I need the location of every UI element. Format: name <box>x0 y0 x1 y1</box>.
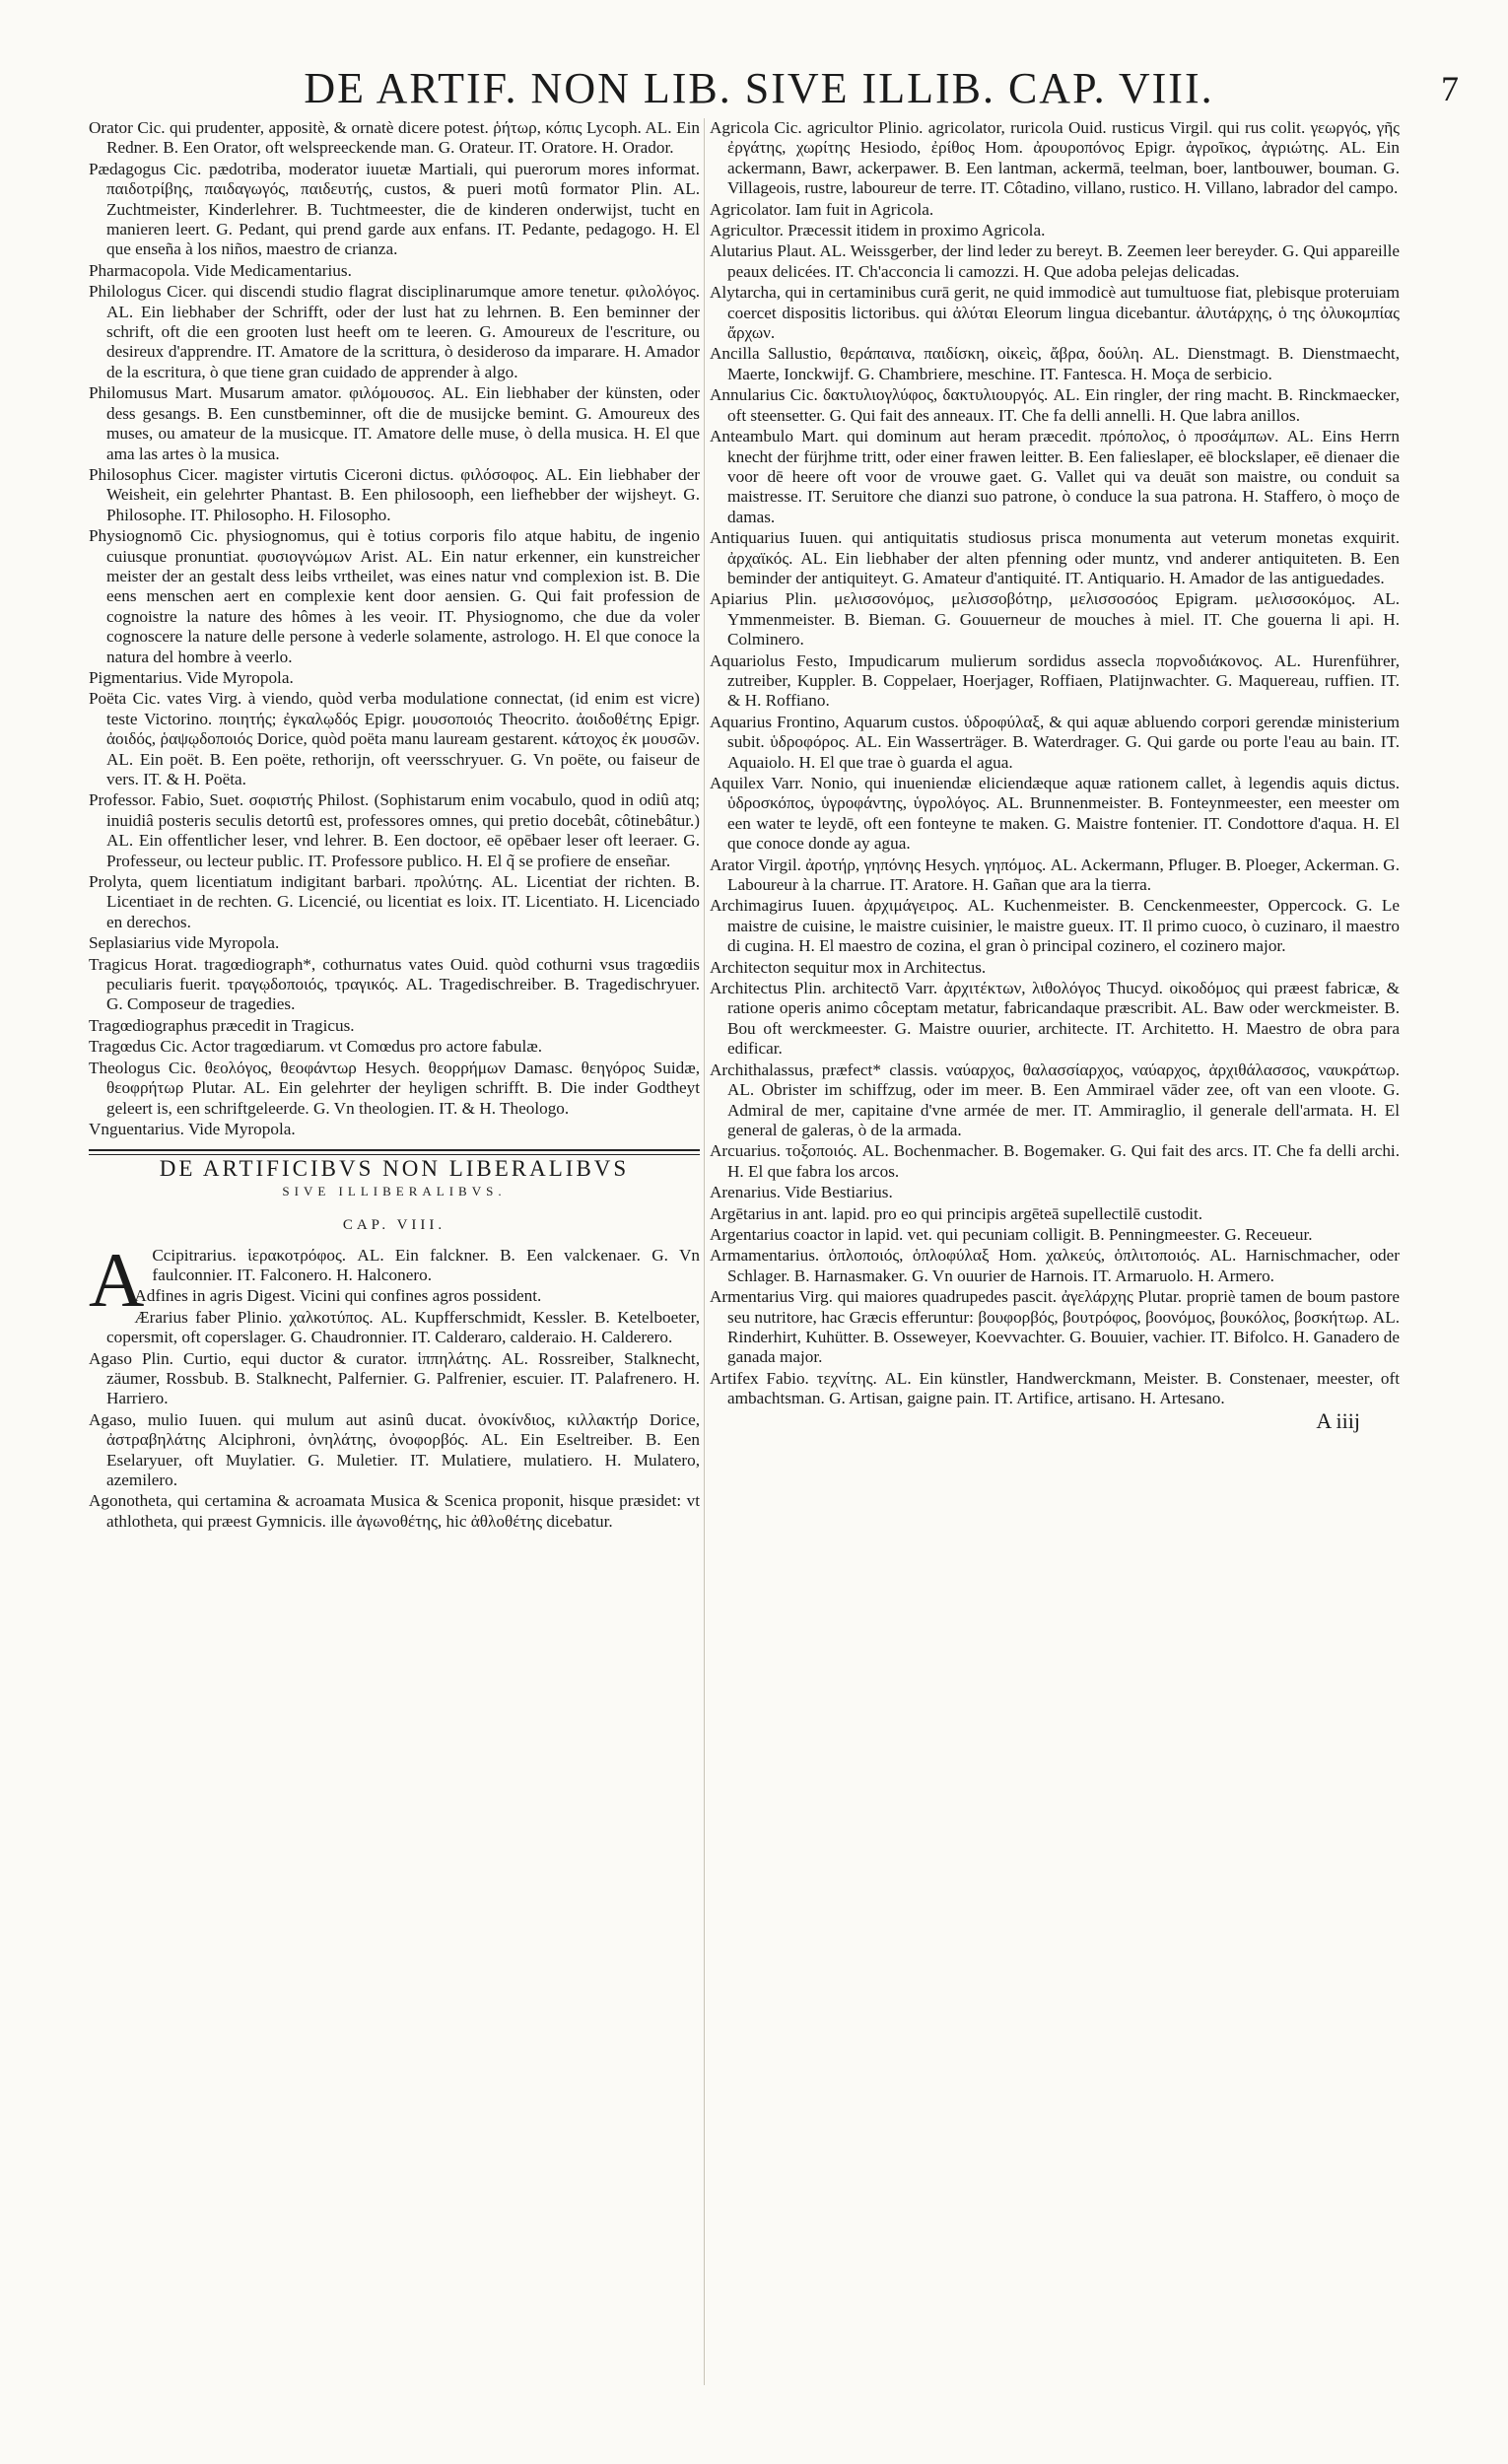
dictionary-entry <box>89 1037 700 1057</box>
dictionary-entry <box>89 1016 700 1036</box>
entry-text: Agaso, mulio Iuuen. qui mulum aut asinû ducat. ὀνοκίνδιος, κιλλακτήρ Dorice, ἀστραβηλάτης Alciphroni, ὀνηλάτης, ὀνοφορβός. AL. Ein Eseltreiber. B. Een Eselaryuer, oft Muylatier. G. Muletier. IT. Mulatiere, mulatiero. H. Mulatero, azemilero. <box>89 1409 700 1489</box>
entry-text: Alutarius Plaut. AL. Weissgerber, der lind leder zu bereyt. B. Zeemen leer bereyder. G. Qui appareille peaux delicées. IT. Ch'acconcia li camozzi. H. Que adoba pelejas delicadas. <box>710 241 1400 281</box>
dictionary-entry <box>710 200 1400 220</box>
entry-text: Theologus Cic. θεολόγος, θεοφάντωρ Hesych. θεορρήμων Damasc. θεηγόρος Suidæ, θεοφρήτωρ Plutar. AL. Ein gelehrter der heyligen schrifft. B. Die inder Godtheyt geleert is, een schriftgeleerde. G. Vn theologien. IT. & H. Theologo. <box>89 1058 700 1118</box>
dictionary-entry <box>710 427 1400 527</box>
entry-text: Pædagogus Cic. pædotriba, moderator iuuetæ Martiali, qui puerorum mores informat. παιδοτρίβης, παιδαγωγός, παιδευτής, custos, & pueri motû formator Plin. AL. Zuchtmeister, Kinderlehrer. B. Tuchtmeester, die de kinderen onderwijst, tucht en manieren leert. G. Pedant, qui prend garde aux enfans. IT. Pedante, pedagogo. H. El que enseña à los niños, maestro de crianza. <box>89 159 700 259</box>
dictionary-entry <box>710 589 1400 650</box>
left-entries <box>89 118 700 1139</box>
dictionary-entry <box>710 774 1400 855</box>
entry-text: Ærarius faber Plinio. χαλκοτύπος. AL. Kupfferschmidt, Kessler. B. Ketelboeter, copersmit, oft coperslager. G. Chaudronnier. IT. Calderaro, calderaio. H. Calderero. <box>106 1307 700 1347</box>
dictionary-entry <box>710 958 1400 978</box>
section-title: DE ARTIFICIBVS NON LIBERALIBVS <box>159 1156 630 1182</box>
dictionary-entry <box>89 1491 700 1532</box>
section-rule <box>89 1149 700 1155</box>
dictionary-entry <box>89 1120 700 1139</box>
dictionary-entry <box>89 689 700 789</box>
entry-text: Architecton sequitur mox in Architectus. <box>710 957 987 977</box>
dictionary-entry <box>89 526 700 667</box>
dictionary-entry <box>710 1287 1400 1368</box>
entry-text: Arator Virgil. ἀροτήρ, γηπόνης Hesych. γηπόμος. AL. Ackermann, Pfluger. B. Ploeger, Ackerman. G. Laboureur à la charrue. IT. Aratore. H. Gañan que ara la tierra. <box>710 855 1400 895</box>
entry-text: Arenarius. Vide Bestiarius. <box>710 1183 893 1202</box>
entry-text: Orator Cic. qui prudenter, appositè, & ornatè dicere potest. ῥήτωρ, κόπις Lycoph. AL. Ein Redner. B. Een Orator, oft welspreeckende man. G. Orateur. IT. Oratore. H. Orador. <box>89 118 700 158</box>
entry-text: Annularius Cic. δακτυλιογλύφος, δακτυλιουργός. AL. Ein ringler, der ring macht. B. Rinckmaecker, oft steensetter. G. Qui fait des anneaux. IT. Che fa delli annelli. H. Que labra anillos. <box>710 385 1400 425</box>
entry-text: Tragicus Horat. tragœdiograph*, cothurnatus vates Ouid. quòd cothurni vsus tragœdiis peculiaris fuerit. τραγῳδοποιός, τραγικός. AL. Tragedischreiber. B. Tragedischryuer. G. Composeur de tragedies. <box>89 954 700 1014</box>
entry-text: Professor. Fabio, Suet. σοφιστής Philost. (Sophistarum enim vocabulo, quod in odiû atq; inuidiâ posteris seculis detortû est, professores omnes, qui pretio docebât, côtinebâtur.) AL. Ein offentlicher leser, vnd lehrer. B. Een doctoor, eē opēbaer leser oft leeraer. G. Professeur, ou lecteur public. IT. Professore publico. H. El q̃ se profiere de enseñar. <box>89 790 700 870</box>
drop-cap: A <box>89 1236 145 1323</box>
entry-text: Armamentarius. ὁπλοποιός, ὁπλοφύλαξ Hom. χαλκεύς, ὁπλιτοποιός. AL. Harnischmacher, oder Schlager. B. Harnasmaker. G. Vn ouurier de Harnois. IT. Armaruolo. H. Armero. <box>710 1246 1400 1285</box>
dictionary-entry <box>710 241 1400 282</box>
dictionary-entry <box>89 933 700 953</box>
dictionary-entry <box>89 261 700 281</box>
entry-text: Ancilla Sallustio, θεράπαινα, παιδίσκη, οἰκεὶς, ἄβρα, δούλη. AL. Dienstmagt. B. Dienstmaecht, Maerte, Ionckwijf. G. Chambriere, meschine. IT. Fantesca. H. Moça de serbicio. <box>710 344 1400 383</box>
entry-text: Aquarius Frontino, Aquarum custos. ὑδροφύλαξ, & qui aquæ abluendo corpori gerendæ ministerium subit. ὑδροφόρος. AL. Ein Wasserträger. B. Waterdrager. G. Qui garde ou porte l'eau au bain. IT. Aquaiolo. H. El que trae ò guarda el agua. <box>710 712 1400 772</box>
dictionary-entry <box>89 1059 700 1119</box>
dictionary-entry <box>89 668 700 688</box>
entry-text: Prolyta, quem licentiatum indigitant barbari. προλύτης. AL. Licentiat der richten. B. Licentiaet in de rechten. G. Licencié, ou licentiat es loix. IT. Licentiato. H. Licenciado en derechos. <box>89 872 700 931</box>
entry-text: Philomusus Mart. Musarum amator. φιλόμουσος. AL. Ein liebhaber der künsten, oder dess gesangs. B. Een cunstbeminner, oft die de musijcke bemint. G. Amoureux des muses, ou amateur de la musicque. IT. Amatore delle muse, ò della musica. H. El que ama las artes ò la musica. <box>89 383 700 463</box>
dictionary-entry <box>710 1141 1400 1182</box>
entry-text: Tragœdus Cic. Actor tragœdiarum. vt Comœdus pro actore fabulæ. <box>89 1037 543 1057</box>
dictionary-entry <box>89 118 700 159</box>
dictionary-entry <box>89 1286 700 1306</box>
page-number: 7 <box>1441 69 1459 108</box>
entry-text: Poëta Cic. vates Virg. à viendo, quòd verba modulatione connectat, (id enim est vicre) teste Victorino. ποιητής; ἐγκαλῳδός Epigr. μουσοποιός Theocrito. ἀοιδοθέτης Epigr. ἀοιδός, ῥαψῳδοποιός Dorice, quòd poëta manu lauream gestarent. κάτοχος ἐκ μουσῶν. AL. Ein poët. B. Een poëte, rethorijn, oft veersschryuer. G. Vn poëte, ou faiseur de vers. IT. & H. Poëta. <box>89 689 700 788</box>
dictionary-entry <box>710 979 1400 1060</box>
entry-text: Argentarius coactor in lapid. vet. qui pecuniam colligit. B. Penningmeester. G. Receueur. <box>710 1224 1313 1244</box>
dictionary-entry <box>89 872 700 932</box>
dictionary-entry <box>89 1308 700 1348</box>
entry-text: Tragœdiographus præcedit in Tragicus. <box>89 1015 355 1035</box>
entry-text: Agricolator. Iam fuit in Agricola. <box>710 199 934 219</box>
entry-text: Aquilex Varr. Nonio, qui inueniendæ eliciendæque aquæ rationem callet, à legendis aquis dictus. ὑδροσκόπος, ὑγροφάντης, ὑγρολόγος. AL. Brunnenmeister. B. Fonteynmeester, een meester om een water te leydē, oft een fonteyne te maken. G. Maistre fontenier. IT. Condottore d'aqua. H. El que conoce donde ay agua. <box>710 774 1400 854</box>
left-column <box>89 118 700 2415</box>
dictionary-entry <box>89 1349 700 1409</box>
dictionary-entry <box>89 160 700 260</box>
dictionary-entry <box>710 1246 1400 1286</box>
dictionary-entry <box>710 713 1400 773</box>
dictionary-entry <box>89 465 700 525</box>
dictionary-entry <box>89 282 700 382</box>
section-entries <box>89 1236 700 1533</box>
dictionary-entry <box>89 955 700 1015</box>
entry-text: Archimagirus Iuuen. ἀρχιμάγειρος. AL. Kuchenmeister. B. Cenckenmeester, Oppercock. G. Le maistre de cuisine, le maistre cuisinier, le maistre gueux. IT. Il primo cuoco, ò cuzinaro, il maestro di cugina. H. El maestro de cozina, el gran ò principal cozinero, el cozinero major. <box>710 896 1400 956</box>
entry-text: Ccipitrarius. ἱερακοτρόφος. AL. Ein falckner. B. Een valckenaer. G. Vn faulconnier. IT. Falconero. H. Halconero. <box>152 1245 700 1284</box>
entry-text: Artifex Fabio. τεχνίτης. AL. Ein künstler, Handwerckmann, Meister. B. Constenaer, meester, oft ambachtsman. G. Artisan, gaigne pain. IT. Artifice, artisano. H. Artesano. <box>710 1368 1400 1408</box>
entry-text: Agonotheta, qui certamina & acroamata Musica & Scenica proponit, hisque præsidet: vt athlotheta, qui præest Gymnicis. ille ἀγωνοθέτης, hic ἀθλοθέτης dicebatur. <box>89 1491 700 1531</box>
dictionary-entry <box>710 528 1400 588</box>
entry-text: Architectus Plin. architectō Varr. ἀρχιτέκτων, λιθολόγος Thucyd. οἰκοδόμος qui præest fabricæ, & ratione operis animo côceptam metatur, fabricandaque præscribit. AL. Baw oder werckmeister. B. Bou oft werckmeester. G. Maistre ouurier, architecte. IT. Architetto. H. Maestro de obra para edificar. <box>710 979 1400 1059</box>
section-subtitle: SIVE ILLIBERALIBVS. <box>282 1183 507 1198</box>
right-entries <box>710 118 1400 1409</box>
dictionary-entry <box>710 344 1400 384</box>
dictionary-entry <box>89 790 700 871</box>
dictionary-entry <box>710 118 1400 199</box>
dictionary-entry <box>710 283 1400 343</box>
entry-text: Aquariolus Festo, Impudicarum mulierum sordidus assecla πορνοδιάκονος. AL. Hurenführer, zutreiber, Kuppler. B. Coppelaer, Hoerjager, Roffiaen, Platijnwachter. G. Maquereau, ruffien. IT. & H. Roffiano. <box>710 650 1400 711</box>
entry-text: Archithalassus, præfect* classis. ναύαρχος, θαλασσίαρχος, ναύαρχος, ἀρχιθάλασσος, ναυκράτωρ. AL. Obrister im schiffzug, oder im meer. B. Een Ammirael vāder zee, oft van een vloote. G. Admiral de mer, capitaine d'vne armée de mer. IT. Ammiraglio, il generale dell'armata. H. El general de galeras, ò de la armada. <box>710 1060 1400 1139</box>
dictionary-entry <box>89 1410 700 1491</box>
entry-text: Antiquarius Iuuen. qui antiquitatis studiosus prisca monumenta aut veterum monetas exquirit. ἀρχαϊκός. AL. Ein liebhaber der alten pfenning oder muntz, vnd anderer antiquiteten. B. Een beminder der antiquiteyt. G. Amateur d'antiquité. IT. Antiquario. H. Amador de las antiguedades. <box>710 528 1400 587</box>
dictionary-entry <box>710 896 1400 956</box>
dictionary-entry <box>710 1225 1400 1245</box>
entry-text: Agaso Plin. Curtio, equi ductor & curator. ἱππηλάτης. AL. Rossreiber, Stalknecht, zäumer, Rossbub. B. Stalknecht, Palfernier. G. Palfrenier, escuier. IT. Palafrenero. H. Harriero. <box>89 1348 700 1408</box>
entry-text: Vnguentarius. Vide Myropola. <box>89 1119 296 1138</box>
right-column <box>710 118 1400 2415</box>
entry-text: Physiognomō Cic. physiognomus, qui è totius corporis filo atque habitu, de ingenio cuiusque pronuntiat. φυσιογνώμων Arist. AL. Ein natur erkenner, ein kunstreicher meister der an gestalt dess leibs vrtheilet, was eines natur vnd complexion ist. B. Die eens menschen aert en complexie kent door aensien. G. Qui fait profession de cognoistre la nature des hômes à les veoir. IT. Physiognomo, che due da voler cognoscere la nature delle persone à vederle solamente, astrologo. H. El que conoce la natura del hombre à veerlo. <box>89 526 700 666</box>
running-title: DE ARTIF. NON LIB. SIVE ILLIB. CAP. VIII. <box>304 64 1214 112</box>
entry-text: Pigmentarius. Vide Myropola. <box>89 667 294 687</box>
dictionary-entry <box>710 385 1400 426</box>
entry-text: Argētarius in ant. lapid. pro eo qui principis argēteā supellectilē custodit. <box>710 1203 1203 1223</box>
entry-text: Armentarius Virg. qui maiores quadrupedes pascit. ἀγελάρχης Plutar. propriè tamen de boum pastore seu nutritore, hac Græcis efferuntur: βουφορβός, βουτρόφος, βοονόμος, βουκόλος, βοσκήτωρ. AL. Rinderhirt, Kuhütter. B. Osseweyer, Koevvachter. G. Bouuier, vachier. IT. Bifolco. H. Ganadero de ganada major. <box>710 1287 1400 1367</box>
entry-text: Seplasiarius vide Myropola. <box>89 933 280 953</box>
entry-text: Agricultor. Præcessit itidem in proximo Agricola. <box>710 221 1046 240</box>
entry-text: Agricola Cic. agricultor Plinio. agricolator, ruricola Ouid. rusticus Virgil. qui rus colit. γεωργός, γῆς ἐργάτης, χωρίτης Hesiodo, ἐρίθος Hom. ἀρουροπόνος Epigr. ἀγροῖκος, ἀγριώτης. AL. Ein ackermann, Bawr, ackerpawer. B. Een lantman, ackermā, teelman, boer, lantbouwer, bouman. G. Villageois, rustre, laboureur de terre. IT. Côtadino, villano, rustico. H. Villano, labrador del campo. <box>710 118 1400 198</box>
entry-text: Adfines in agris Digest. Vicini qui confines agros possident. <box>134 1286 542 1306</box>
entry-text: Pharmacopola. Vide Medicamentarius. <box>89 260 352 280</box>
dictionary-entry <box>89 383 700 464</box>
dictionary-entry <box>710 1061 1400 1141</box>
entry-text: Philosophus Cicer. magister virtutis Ciceroni dictus. φιλόσοφος. AL. Ein liebhaber der Weisheit, ein gelehrter Phantast. B. Een philosooph, een liefhebber der wijsheyt. G. Philosophe. IT. Philosopho. H. Filosopho. <box>89 464 700 524</box>
chapter-title: CAP. VIII. <box>342 1217 446 1234</box>
running-head <box>89 59 1469 118</box>
dictionary-entry <box>710 1369 1400 1409</box>
entry-text: Arcuarius. τοξοποιός. AL. Bochenmacher. B. Bogemaker. G. Qui fait des arcs. IT. Che fa delli archi. H. El que fabra los arcos. <box>710 1141 1400 1181</box>
dictionary-entry <box>710 1204 1400 1224</box>
signature-mark: A iiij <box>1316 1407 1360 1433</box>
entry-text: Apiarius Plin. μελισσονόμος, μελισσοβότηρ, μελισσοσόος Epigram. μελισσοκόμος. AL. Ymmenmeister. B. Bieman. G. Gouuerneur de mouches à miel. IT. Che gouerna li api. H. Colminero. <box>710 589 1400 650</box>
dictionary-entry <box>710 856 1400 896</box>
dictionary-entry <box>710 221 1400 240</box>
entry-text: Anteambulo Mart. qui dominum aut heram præcedit. πρόπολος, ὁ προσάμπων. AL. Eins Herrn knecht der fürjhme tritt, oder einer frawen leitter. B. Een falieslaper, eē blockslaper, eē dienaer die voor dē heere oft voor de vrouwe gaet. G. Vallet qui va deuāt son maistre, ou conduit sa maistresse. IT. Seruitore che dianzi suo patrone, ò conduce la sua patrona. H. Staffero, ò moço de damas. <box>710 427 1400 526</box>
entry-text: Alytarcha, qui in certaminibus curā gerit, ne quid immodicè aut tumultuose fiat, plebisque proteruiam coercet dispositis lictoribus. qui ἀλύται Eleorum lingua dicebantur. ἀλυτάρχης, ὁ της ὀλυκομπίας ἄρχων. <box>710 283 1400 343</box>
dictionary-entry <box>710 1183 1400 1202</box>
dictionary-entry <box>710 651 1400 712</box>
entry-text: Philologus Cicer. qui discendi studio flagrat disciplinarumque amore tenetur. φιλολόγος. AL. Ein liebhaber der Schrifft, oder der lust hat zu lehrnen. B. Een beminner der schrift, oft die een grooten lust heeft om te leeren. G. Amoureux de l'escriture, ou desireux d'apprendre. IT. Amatore de la scrittura, ò desideroso da imparare. H. Amador de la escritura, ò que tiene gran cuidado de apprender à algo. <box>89 282 700 381</box>
column-divider <box>704 118 705 2385</box>
